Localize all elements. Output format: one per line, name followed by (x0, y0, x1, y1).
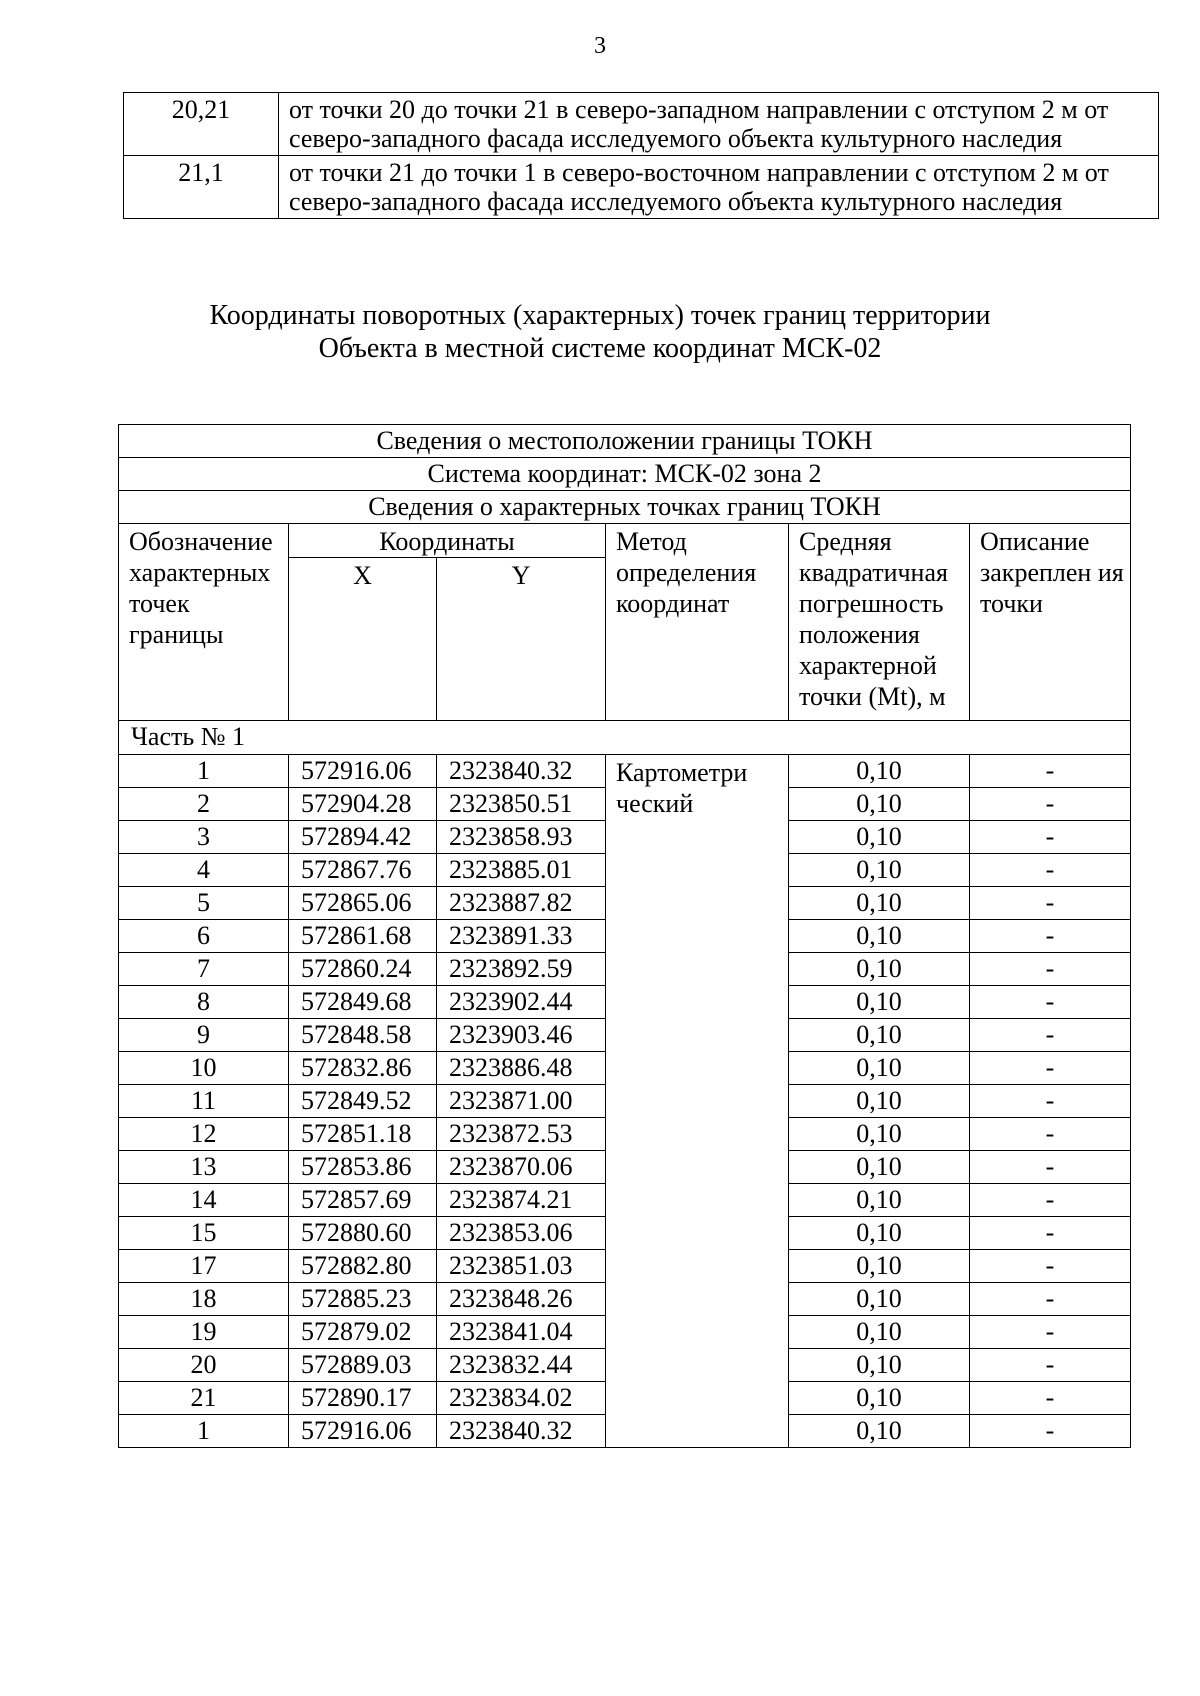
x-coordinate-cell: 572865.06 (289, 887, 437, 920)
y-coordinate-cell: 2323851.03 (437, 1250, 606, 1283)
x-coordinate-cell: 572867.76 (289, 854, 437, 887)
error-cell: 0,10 (789, 854, 970, 887)
section-title-line1: Координаты поворотных (характерных) точек границ территории (209, 300, 991, 331)
y-coordinate-cell: 2323850.51 (437, 788, 606, 821)
x-coordinate-cell: 572857.69 (289, 1184, 437, 1217)
coordinates-table (118, 424, 1131, 1448)
x-coordinate-cell: 572904.28 (289, 788, 437, 821)
point-number-cell: 21 (119, 1382, 289, 1415)
point-number-cell: 13 (119, 1151, 289, 1184)
point-number-cell: 19 (119, 1316, 289, 1349)
x-coordinate-cell: 572889.03 (289, 1349, 437, 1382)
x-coordinate-cell: 572849.52 (289, 1085, 437, 1118)
point-number-cell: 11 (119, 1085, 289, 1118)
fixation-description-cell: - (970, 821, 1131, 854)
y-coordinate-cell: 2323871.00 (437, 1085, 606, 1118)
table-header-location: Сведения о местоположении границы ТОКН (119, 425, 1131, 458)
error-cell: 0,10 (789, 1118, 970, 1151)
error-cell: 0,10 (789, 887, 970, 920)
fixation-description-cell: - (970, 920, 1131, 953)
fixation-description-cell: - (970, 1283, 1131, 1316)
y-coordinate-cell: 2323874.21 (437, 1184, 606, 1217)
section-title-line2: Объекта в местной системе координат МСК-02 (318, 333, 882, 364)
fixation-description-cell: - (970, 1151, 1131, 1184)
column-header-description: Описание закреплен ия точки (970, 524, 1131, 721)
x-coordinate-cell: 572861.68 (289, 920, 437, 953)
x-coordinate-cell: 572879.02 (289, 1316, 437, 1349)
column-header-x: X (289, 558, 437, 721)
column-header-error: Средняя квадратичная погрешность положения характерной точки (Mt), м (789, 524, 970, 721)
x-coordinate-cell: 572848.58 (289, 1019, 437, 1052)
column-header-point: Обозначение характерных точек границы (119, 524, 289, 721)
point-number-cell: 8 (119, 986, 289, 1019)
x-coordinate-cell: 572832.86 (289, 1052, 437, 1085)
point-number-cell: 3 (119, 821, 289, 854)
method-cell: Картометри ческий (606, 755, 789, 1448)
error-cell: 0,10 (789, 1316, 970, 1349)
point-number-cell: 9 (119, 1019, 289, 1052)
fixation-description-cell: - (970, 1052, 1131, 1085)
fixation-description-cell: - (970, 788, 1131, 821)
table-row (124, 93, 1159, 156)
point-number-cell: 2 (119, 788, 289, 821)
x-coordinate-cell: 572853.86 (289, 1151, 437, 1184)
table-row (119, 755, 1131, 788)
y-coordinate-cell: 2323902.44 (437, 986, 606, 1019)
point-number-cell: 17 (119, 1250, 289, 1283)
y-coordinate-cell: 2323841.04 (437, 1316, 606, 1349)
error-cell: 0,10 (789, 1184, 970, 1217)
fixation-description-cell: - (970, 986, 1131, 1019)
fixation-description-cell: - (970, 1250, 1131, 1283)
y-coordinate-cell: 2323885.01 (437, 854, 606, 887)
point-number-cell: 7 (119, 953, 289, 986)
x-coordinate-cell: 572890.17 (289, 1382, 437, 1415)
fixation-description-cell: - (970, 1184, 1131, 1217)
fixation-description-cell: - (970, 887, 1131, 920)
point-number-cell: 4 (119, 854, 289, 887)
coordinates-rows (119, 755, 1131, 1448)
point-number-cell: 10 (119, 1052, 289, 1085)
y-coordinate-cell: 2323848.26 (437, 1283, 606, 1316)
x-coordinate-cell: 572880.60 (289, 1217, 437, 1250)
table-header-points-info: Сведения о характерных точках границ ТОКН (119, 491, 1131, 524)
fixation-description-cell: - (970, 1085, 1131, 1118)
point-number-cell: 5 (119, 887, 289, 920)
fixation-description-cell: - (970, 854, 1131, 887)
y-coordinate-cell: 2323887.82 (437, 887, 606, 920)
fixation-description-cell: - (970, 1415, 1131, 1448)
error-cell: 0,10 (789, 1217, 970, 1250)
y-coordinate-cell: 2323903.46 (437, 1019, 606, 1052)
point-number-cell: 20 (119, 1349, 289, 1382)
point-number-cell: 12 (119, 1118, 289, 1151)
x-coordinate-cell: 572894.42 (289, 821, 437, 854)
error-cell: 0,10 (789, 1250, 970, 1283)
x-coordinate-cell: 572916.06 (289, 1415, 437, 1448)
error-cell: 0,10 (789, 1283, 970, 1316)
y-coordinate-cell: 2323832.44 (437, 1349, 606, 1382)
error-cell: 0,10 (789, 953, 970, 986)
table-row (124, 156, 1159, 219)
boundary-description-table (123, 92, 1159, 219)
point-number-cell: 6 (119, 920, 289, 953)
x-coordinate-cell: 572851.18 (289, 1118, 437, 1151)
error-cell: 0,10 (789, 1085, 970, 1118)
column-header-coordinates: Координаты (289, 524, 606, 558)
fixation-description-cell: - (970, 1349, 1131, 1382)
y-coordinate-cell: 2323891.33 (437, 920, 606, 953)
fixation-description-cell: - (970, 1217, 1131, 1250)
x-coordinate-cell: 572885.23 (289, 1283, 437, 1316)
y-coordinate-cell: 2323892.59 (437, 953, 606, 986)
y-coordinate-cell: 2323872.53 (437, 1118, 606, 1151)
table-header-coordinate-system: Система координат: МСК-02 зона 2 (119, 458, 1131, 491)
error-cell: 0,10 (789, 1151, 970, 1184)
points-cell: 21,1 (124, 156, 279, 219)
column-header-y: Y (437, 558, 606, 721)
page-number: 3 (594, 33, 606, 59)
error-cell: 0,10 (789, 755, 970, 788)
fixation-description-cell: - (970, 1316, 1131, 1349)
point-number-cell: 1 (119, 1415, 289, 1448)
error-cell: 0,10 (789, 986, 970, 1019)
x-coordinate-cell: 572882.80 (289, 1250, 437, 1283)
x-coordinate-cell: 572860.24 (289, 953, 437, 986)
point-number-cell: 14 (119, 1184, 289, 1217)
error-cell: 0,10 (789, 1052, 970, 1085)
fixation-description-cell: - (970, 1382, 1131, 1415)
error-cell: 0,10 (789, 821, 970, 854)
y-coordinate-cell: 2323870.06 (437, 1151, 606, 1184)
points-cell: 20,21 (124, 93, 279, 156)
error-cell: 0,10 (789, 788, 970, 821)
fixation-description-cell: - (970, 953, 1131, 986)
y-coordinate-cell: 2323853.06 (437, 1217, 606, 1250)
part-label: Часть № 1 (119, 721, 1131, 755)
column-header-method: Метод определения координат (606, 524, 789, 721)
point-number-cell: 18 (119, 1283, 289, 1316)
y-coordinate-cell: 2323886.48 (437, 1052, 606, 1085)
error-cell: 0,10 (789, 1019, 970, 1052)
y-coordinate-cell: 2323834.02 (437, 1382, 606, 1415)
fixation-description-cell: - (970, 1019, 1131, 1052)
point-number-cell: 1 (119, 755, 289, 788)
y-coordinate-cell: 2323840.32 (437, 1415, 606, 1448)
error-cell: 0,10 (789, 1349, 970, 1382)
x-coordinate-cell: 572849.68 (289, 986, 437, 1019)
y-coordinate-cell: 2323840.32 (437, 755, 606, 788)
y-coordinate-cell: 2323858.93 (437, 821, 606, 854)
error-cell: 0,10 (789, 1415, 970, 1448)
description-cell: от точки 21 до точки 1 в северо-восточном направлении с отступом 2 м от северо-западного фасада исследуемого объекта культурного наследия (279, 156, 1159, 219)
point-number-cell: 15 (119, 1217, 289, 1250)
description-cell: от точки 20 до точки 21 в северо-западном направлении с отступом 2 м от северо-западного фасада исследуемого объекта культурного наследия (279, 93, 1159, 156)
x-coordinate-cell: 572916.06 (289, 755, 437, 788)
fixation-description-cell: - (970, 755, 1131, 788)
error-cell: 0,10 (789, 920, 970, 953)
fixation-description-cell: - (970, 1118, 1131, 1151)
error-cell: 0,10 (789, 1382, 970, 1415)
